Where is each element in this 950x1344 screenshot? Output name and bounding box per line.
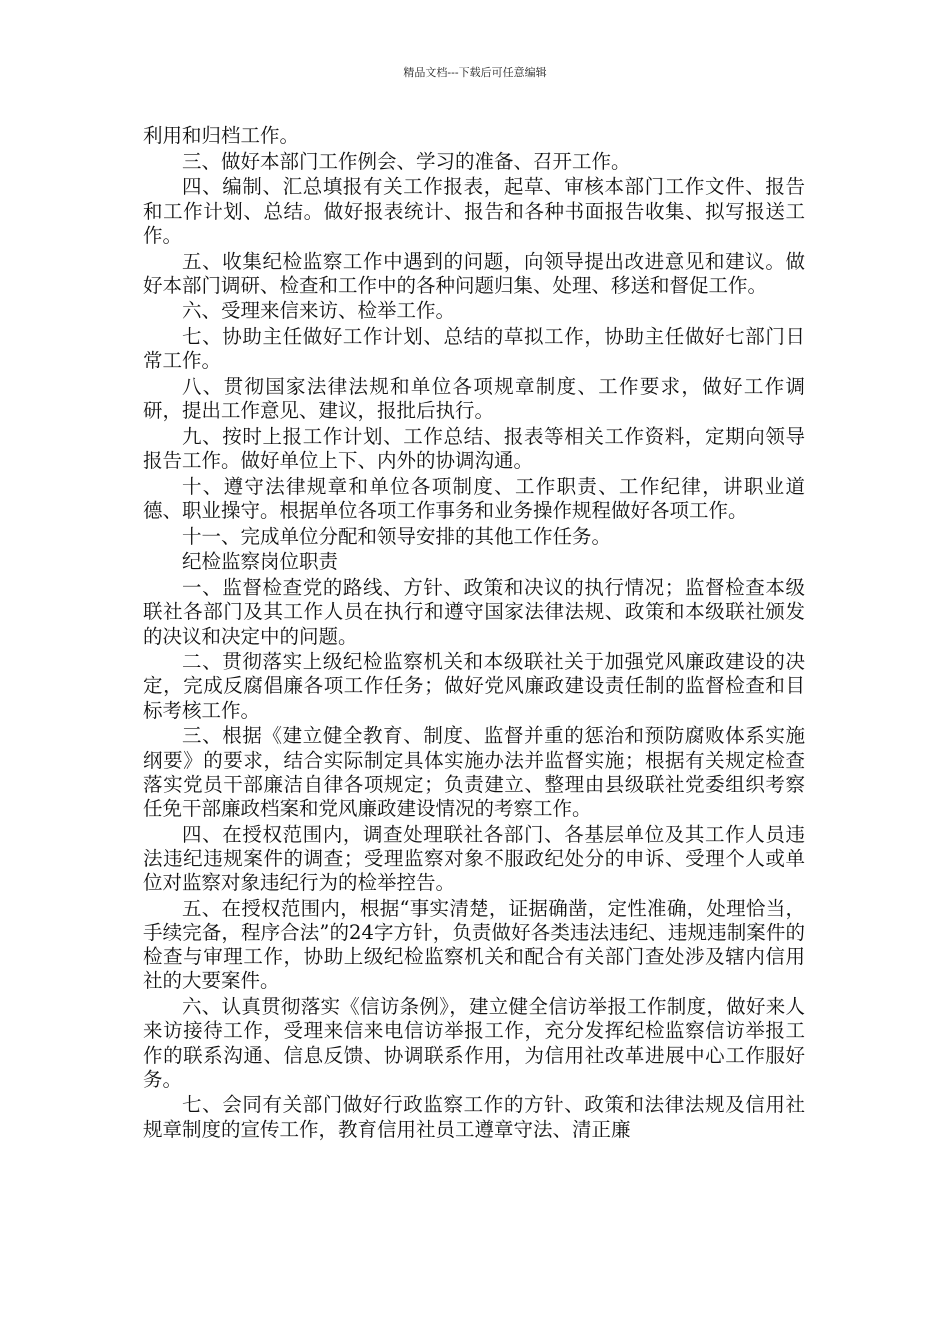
paragraph: 六、认真贯彻落实《信访条例》，建立健全信访举报工作制度，做好来人来访接待工作，受理来信来电信访举报工作，充分发挥纪检监察信访举报工作的联系沟通、信息反馈、协调联系作用，为信用社改革进展中心工作服好务。 bbox=[143, 995, 805, 1091]
paragraph: 四、在授权范围内，调查处理联社各部门、各基层单位及其工作人员违法违纪违规案件的调查；受理监察对象不服政纪处分的申诉、受理个人或单位对监察对象违纪行为的检举控告。 bbox=[143, 822, 805, 895]
paragraph: 七、协助主任做好工作计划、总结的草拟工作，协助主任做好七部门日常工作。 bbox=[143, 325, 805, 373]
paragraph: 十一、完成单位分配和领导安排的其他工作任务。 bbox=[182, 524, 612, 548]
paragraph: 四、编制、汇总填报有关工作报表，起草、审核本部门工作文件、报告和工作计划、总结。做好报表统计、报告和各种书面报告收集、拟写报送工作。 bbox=[143, 175, 805, 247]
paragraph: 八、贯彻国家法律法规和单位各项规章制度、工作要求，做好工作调研，提出工作意见、建议，报批后执行。 bbox=[143, 375, 805, 423]
document-body bbox=[143, 124, 805, 1143]
paragraph: 利用和归档工作。 bbox=[143, 124, 300, 147]
paragraph: 七、会同有关部门做好行政监察工作的方针、政策和法律法规及信用社规章制度的宣传工作，教育信用社员工遵章守法、清正廉 bbox=[143, 1093, 805, 1141]
paragraph: 一、监督检查党的路线、方针、政策和决议的执行情况；监督检查本级联社各部门及其工作人员在执行和遵守国家法律法规、政策和本级联社颁发的决议和决定中的问题。 bbox=[143, 576, 805, 648]
paragraph: 九、按时上报工作计划、工作总结、报表等相关工作资料，定期向领导报告工作。做好单位上下、内外的协调沟通。 bbox=[143, 424, 805, 473]
paragraph: 三、做好本部门工作例会、学习的准备、召开工作。 bbox=[182, 149, 631, 173]
page-header: 精品文档---下载后可任意编辑 bbox=[403, 66, 547, 79]
paragraph: 二、贯彻落实上级纪检监察机关和本级联社关于加强党风廉政建设的决定，完成反腐倡廉各项工作任务；做好党风廉政建设责任制的监督检查和目标考核工作。 bbox=[143, 650, 805, 722]
paragraph: 十、遵守法律规章和单位各项制度、工作职责、工作纪律，讲职业道德、职业操守。根据单位各项工作事务和业务操作规程做好各项工作。 bbox=[143, 474, 805, 523]
paragraph: 五、在授权范围内，根据“事实清楚，证据确凿，定性准确，处理恰当，手续完备，程序合法”的24字方针，负责做好各类违法违纪、违规违制案件的检查与审理工作，协助上级纪检监察机关和配合有关部门查处涉及辖内信用社的大要案件。 bbox=[143, 896, 805, 993]
paragraph: 六、受理来信来访、检举工作。 bbox=[182, 299, 456, 323]
paragraph: 纪检监察岗位职责 bbox=[182, 550, 339, 574]
paragraph: 五、收集纪检监察工作中遇到的问题，向领导提出改进意见和建议。做好本部门调研、检查和工作中的各种问题归集、处理、移送和督促工作。 bbox=[143, 249, 805, 297]
paragraph: 三、根据《建立健全教育、制度、监督并重的惩治和预防腐败体系实施纲要》的要求，结合实际制定具体实施办法并监督实施；根据有关规定检查落实党员干部廉洁自律各项规定；负责建立、整理由县级联社党委组织考察任免干部廉政档案和党风廉政建设情况的考察工作。 bbox=[143, 724, 805, 820]
